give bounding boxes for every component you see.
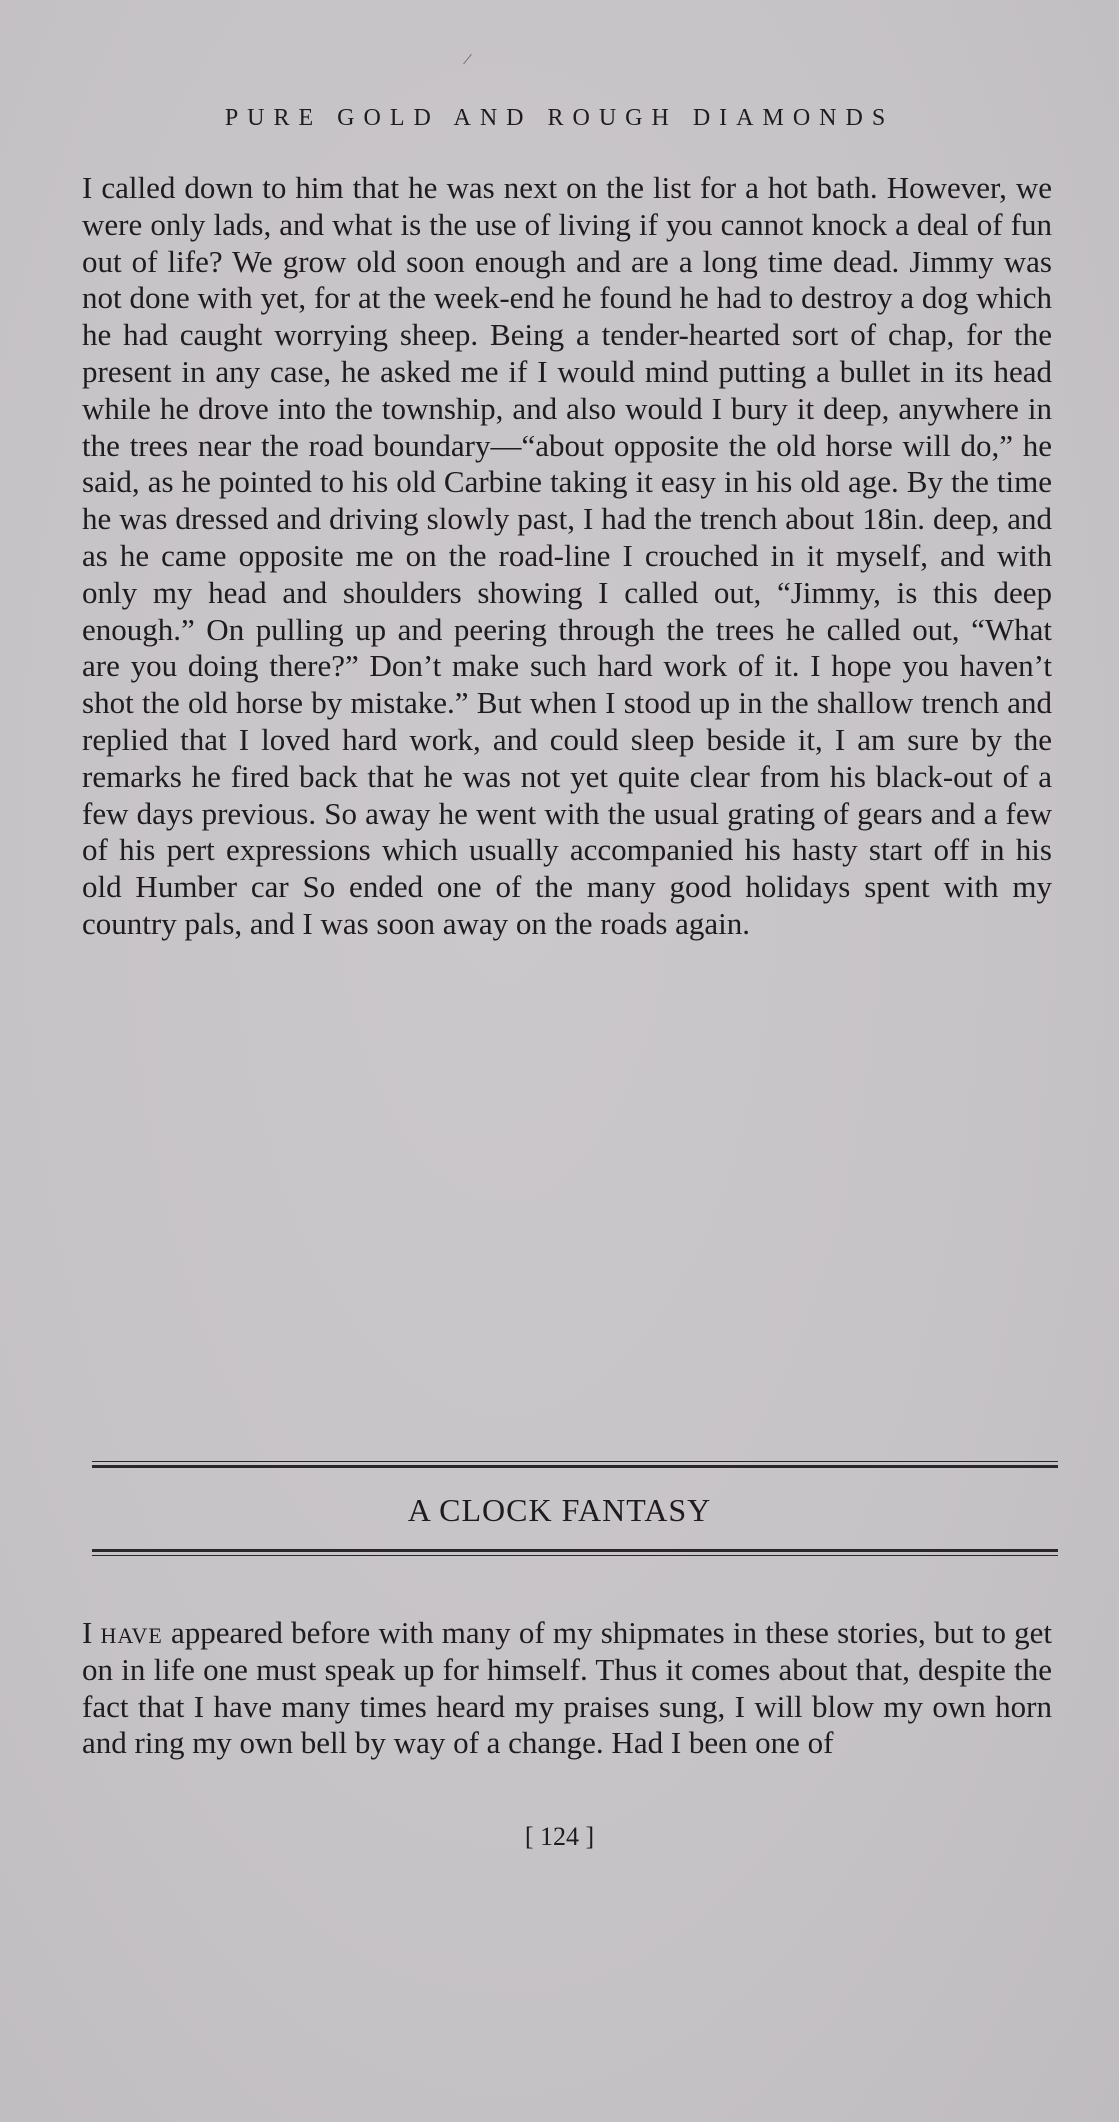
chapter-title: A CLOCK FANTASY	[407, 1492, 712, 1528]
section-rule-top	[92, 1461, 1058, 1470]
running-head: PURE GOLD AND ROUGH DIAMONDS	[224, 105, 895, 131]
paragraph-text: I called down to him that he was next on the list for a hot bath. However, we were only lads, and what is the use of living if you cannot knock a deal of fun out of life? We grow old soon enough and are a long time dead. Jimmy was not done with yet, for at the week-end he found he had to destroy a dog which he had caught worrying sheep. Being a tender-hearted sort of chap, for the present in any case, he asked me if I would mind putting a bullet in its head while he drove into the township, and also would I bury it deep, anywhere in the trees near the road boundary—“about opposite the old horse will do,” he said, as he pointed to his old Carbine taking it easy in his old age. By the time he was dressed and driving slowly past, I had the trench about 18in. deep, and as he came opposite me on the road-line I crouched in it myself, and with only my head and shoulders showing I called out, “Jimmy, is this deep enough.” On pulling up and peering through the trees he called out, “What are you doing there?” Don’t make such hard work of it. I hope you haven’t shot the old horse by mistake.” But when I stood up in the shallow trench and replied that I loved hard work, and could sleep beside it, I am sure by the remarks he fired back that he was not yet quite clear from his black-out of a few days previous. So away he went with the usual grating of gears and a few of his pert expressions which usually accompanied his hasty start off in his old Humber car So ended one of the many good holidays spent with my country pals, and I was soon away on the roads again.	[82, 170, 1052, 941]
paragraph-rest: appeared before with many of my shipmates in these stories, but to get on in life one must speak up for himself. Thus it comes about that, despite the fact that I have many times heard my praises sung, I will blow my own horn and ring my own bell by way of a change. Had I been one of	[82, 1615, 1053, 1761]
section-rule-bottom	[92, 1549, 1058, 1558]
chapter-opening-paragraph	[82, 1615, 1052, 1762]
drop-lead: I	[82, 1615, 93, 1650]
top-mark: /	[461, 48, 474, 70]
small-caps-word: have	[100, 1615, 163, 1650]
body-paragraph	[82, 170, 1052, 943]
paragraph-text	[82, 1615, 1052, 1762]
page-number: [ 124 ]	[524, 1822, 595, 1851]
